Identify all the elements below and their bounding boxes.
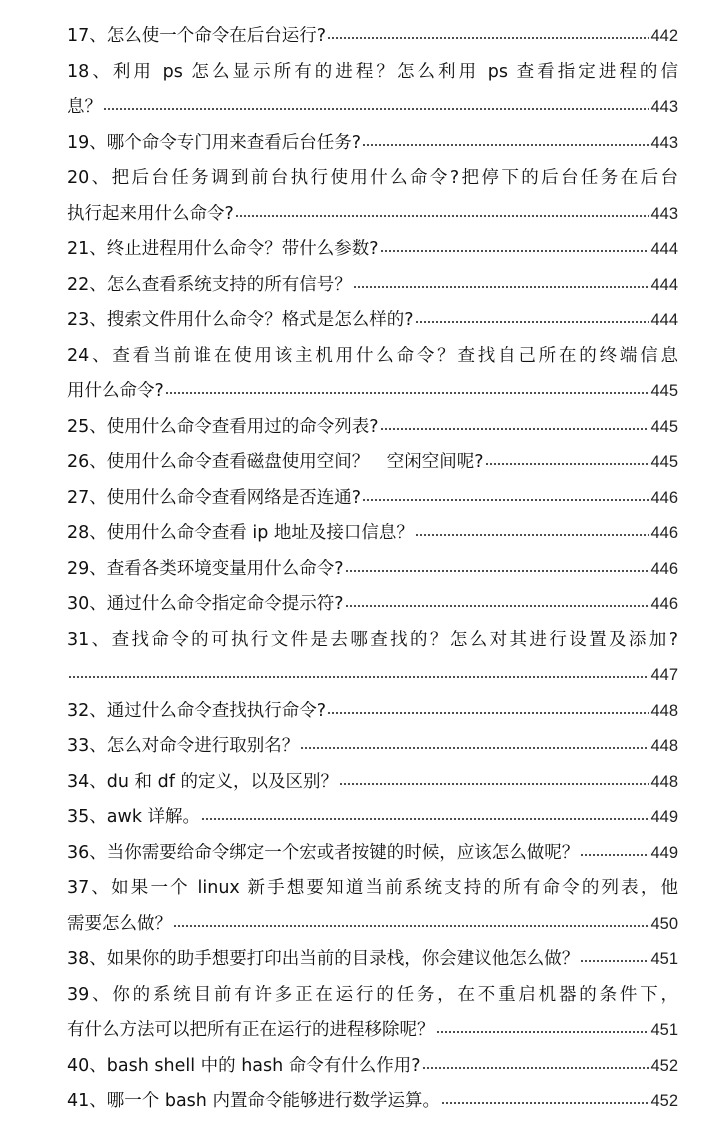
toc-entry-line	[67, 871, 678, 907]
toc-page-number: 447	[650, 666, 678, 684]
toc-entry-line	[67, 1084, 678, 1120]
toc-entry-line	[67, 836, 678, 872]
dot-leader	[380, 427, 650, 431]
dot-leader	[441, 1101, 650, 1105]
toc-entry-number: 30、	[67, 594, 107, 614]
toc-entry[interactable]	[67, 1049, 678, 1085]
dot-leader	[300, 746, 649, 750]
toc-entry-title: 使用什么命令查看磁盘使用空间？ 空闲空间呢?	[106, 452, 484, 472]
toc-entry-line	[67, 978, 678, 1014]
toc-entry-number: 32、	[67, 700, 107, 721]
dot-leader	[201, 817, 649, 821]
toc-page-number: 444	[650, 275, 678, 294]
toc-entry-number: 26、	[67, 452, 107, 472]
toc-page-number: 446	[650, 595, 678, 613]
toc-entry-number: 20、	[67, 168, 112, 188]
toc-entry[interactable]	[67, 694, 678, 730]
toc-entry[interactable]	[67, 161, 678, 232]
toc-entry-title: 把后台任务调到前台执行使用什么命令?把停下的后台任务在后台	[111, 168, 678, 188]
toc-entry[interactable]	[67, 836, 678, 872]
dot-leader	[362, 498, 649, 502]
dot-leader	[327, 36, 649, 40]
dot-leader	[345, 569, 650, 573]
toc-page-number: 446	[650, 559, 678, 578]
toc-entry-title: 使用什么命令查看网络是否连通?	[106, 487, 362, 508]
toc-entry-line	[67, 161, 678, 197]
toc-entry[interactable]	[67, 410, 678, 446]
toc-entry-title: 用什么命令?	[67, 381, 164, 401]
dot-leader	[235, 214, 650, 218]
toc-entry-line	[67, 729, 678, 765]
toc-entry-title: 使用什么命令查看用过的命令列表?	[106, 416, 379, 437]
toc-page-number: 452	[650, 1092, 678, 1110]
toc-entry-number: 40、	[67, 1055, 107, 1076]
dot-leader	[173, 924, 649, 928]
toc-entry-number: 17、	[67, 26, 107, 46]
toc-page-number: 444	[650, 240, 678, 258]
toc-entry-title: 终止进程用什么命令？带什么参数?	[106, 239, 379, 259]
toc-page-number: 448	[650, 737, 678, 755]
toc-entry-number: 21、	[67, 239, 107, 259]
toc-entry-line	[67, 552, 678, 588]
toc-entry[interactable]	[67, 55, 678, 126]
toc-entry[interactable]	[67, 232, 678, 268]
toc-entry-title: 通过什么命令查找执行命令?	[106, 700, 327, 721]
toc-entry-number: 39、	[67, 984, 113, 1005]
toc-entry-line	[67, 90, 678, 126]
toc-entry-title: 哪个命令专门用来查看后台任务?	[106, 132, 362, 153]
dot-leader	[103, 107, 649, 111]
toc-entry-number: 19、	[67, 132, 107, 153]
toc-entry-line	[67, 55, 678, 91]
toc-entry-line	[67, 658, 678, 694]
toc-entry[interactable]	[67, 552, 678, 588]
toc-entry-title: 当你需要给命令绑定一个宏或者按键的时候，应该怎么做呢？	[106, 842, 580, 863]
dot-leader	[353, 285, 650, 289]
toc-entry-title: 哪一个 bash 内置命令能够进行数学运算。	[106, 1091, 440, 1111]
toc-page-number: 445	[650, 382, 678, 400]
toc-entry-title: 你的系统目前有许多正在运行的任务，在不重启机器的条件下，	[112, 984, 678, 1005]
toc-entry-number: 33、	[67, 736, 107, 756]
toc-entry-line	[67, 374, 678, 410]
toc-page-number: 442	[650, 27, 678, 45]
toc-entry-title: 利用 ps 怎么显示所有的进程？怎么利用 ps 查看指定进程的信	[112, 61, 678, 82]
toc-entry[interactable]	[67, 587, 678, 623]
toc-page-number: 445	[650, 453, 678, 471]
toc-entry-number: 34、	[67, 771, 107, 792]
toc-entry-title: 使用什么命令查看 ip 地址及接口信息？	[106, 523, 414, 543]
toc-page-number: 451	[650, 1021, 678, 1039]
dot-leader	[68, 675, 649, 679]
dot-leader	[580, 853, 649, 857]
toc-entry-line	[67, 410, 678, 446]
toc-page-number: 449	[650, 808, 678, 826]
toc-entry-title: 怎么查看系统支持的所有信号？	[106, 274, 352, 295]
toc-entry-title: 怎么对命令进行取别名？	[106, 736, 300, 756]
toc-entry-title: 通过什么命令指定命令提示符?	[106, 594, 344, 614]
toc-entry-number: 38、	[67, 949, 107, 969]
toc-entry-number: 27、	[67, 487, 107, 508]
toc-entry-number: 23、	[67, 310, 107, 330]
dot-leader	[362, 143, 649, 147]
toc-entry-line	[67, 623, 678, 659]
toc-page-number: 443	[650, 133, 678, 152]
toc-page-number: 443	[650, 204, 678, 223]
toc-entry-line	[67, 942, 678, 978]
toc-page-number: 448	[650, 701, 678, 720]
dot-leader	[327, 711, 649, 715]
dot-leader	[380, 249, 650, 253]
toc-entry[interactable]	[67, 445, 678, 481]
toc-page-number: 446	[650, 488, 678, 507]
toc-page-number: 446	[650, 524, 678, 542]
toc-entry-title: 查看当前谁在使用该主机用什么命令？查找自己所在的终端信息	[112, 345, 678, 366]
toc-entry-line	[67, 694, 678, 730]
toc-entry-number: 25、	[67, 416, 107, 437]
toc-entry-number: 31、	[67, 629, 112, 650]
toc-entry[interactable]	[67, 19, 678, 55]
toc-page-number: 452	[650, 1056, 678, 1075]
toc-entry-line	[67, 1013, 678, 1049]
toc-entry-title: awk 详解。	[106, 807, 201, 827]
toc-entry-line	[67, 339, 678, 375]
toc-entry-title: 息？	[67, 97, 102, 117]
dot-leader	[165, 391, 650, 395]
toc-entry-line	[67, 445, 678, 481]
toc-entry-number: 22、	[67, 274, 107, 295]
toc-entry-line	[67, 516, 678, 552]
toc-entry-title: 怎么使一个命令在后台运行?	[106, 26, 327, 46]
toc-entry[interactable]	[67, 800, 678, 836]
toc-page-number: 449	[650, 843, 678, 862]
toc-page-number: 450	[650, 914, 678, 933]
toc-entry-line	[67, 800, 678, 836]
toc-entry-line	[67, 232, 678, 268]
toc-entry-line	[67, 126, 678, 162]
dot-leader	[422, 1066, 650, 1070]
toc-entry-line	[67, 1049, 678, 1085]
toc-entry-title: 有什么方法可以把所有正在运行的进程移除呢？	[67, 1020, 435, 1040]
toc-entry[interactable]	[67, 942, 678, 978]
toc-entry-title: bash shell 中的 hash 命令有什么作用?	[106, 1055, 421, 1076]
toc-page-number: 444	[650, 311, 678, 329]
toc-entry-title: 执行起来用什么命令?	[67, 203, 234, 224]
toc-page-number: 448	[650, 772, 678, 791]
toc-entry[interactable]	[67, 765, 678, 801]
dot-leader	[415, 320, 650, 324]
toc-entry-number: 28、	[67, 523, 107, 543]
toc-entry-title: 查看各类环境变量用什么命令?	[106, 558, 344, 579]
dot-leader	[415, 533, 650, 537]
toc-entry-number: 36、	[67, 842, 107, 863]
toc-entry-title: du 和 df 的定义，以及区别？	[106, 771, 338, 792]
dot-leader	[485, 462, 650, 466]
toc-entry[interactable]	[67, 126, 678, 162]
toc-entry-line	[67, 19, 678, 55]
toc-entry[interactable]	[67, 339, 678, 410]
toc-entry-number: 37、	[67, 878, 112, 898]
toc-entry-number: 18、	[67, 61, 113, 82]
toc-entry-title: 查找命令的可执行文件是去哪查找的？怎么对其进行设置及添加?	[111, 629, 678, 650]
toc-entry-number: 35、	[67, 807, 107, 827]
toc-page-number: 451	[650, 950, 678, 968]
toc-entry-title: 如果你的助手想要打印出当前的目录栈，你会建议他怎么做？	[106, 949, 580, 969]
toc-entry[interactable]	[67, 516, 678, 552]
toc-page-number: 445	[650, 417, 678, 436]
toc-entry-title: 需要怎么做？	[67, 913, 172, 934]
toc-entry-line	[67, 197, 678, 233]
table-of-contents	[67, 19, 678, 1120]
toc-entry-title: 搜索文件用什么命令？格式是怎么样的?	[106, 310, 414, 330]
dot-leader	[345, 604, 650, 608]
toc-entry-number: 24、	[67, 345, 113, 366]
toc-entry[interactable]	[67, 729, 678, 765]
toc-entry[interactable]	[67, 481, 678, 517]
toc-entry[interactable]	[67, 623, 678, 694]
toc-entry-line	[67, 303, 678, 339]
toc-entry-line	[67, 481, 678, 517]
dot-leader	[580, 959, 649, 963]
dot-leader	[339, 782, 650, 786]
toc-entry-number: 29、	[67, 558, 107, 579]
dot-leader	[436, 1030, 650, 1034]
toc-entry[interactable]	[67, 978, 678, 1049]
toc-page-number: 443	[650, 98, 678, 116]
toc-entry-number: 41、	[67, 1091, 107, 1111]
toc-entry[interactable]	[67, 871, 678, 942]
toc-entry[interactable]	[67, 268, 678, 304]
toc-entry-line	[67, 587, 678, 623]
toc-entry[interactable]	[67, 303, 678, 339]
toc-entry-line	[67, 268, 678, 304]
toc-entry-line	[67, 765, 678, 801]
toc-entry-title: 如果一个 linux 新手想要知道当前系统支持的所有命令的列表，他	[111, 878, 678, 898]
toc-entry[interactable]	[67, 1084, 678, 1120]
toc-entry-line	[67, 907, 678, 943]
